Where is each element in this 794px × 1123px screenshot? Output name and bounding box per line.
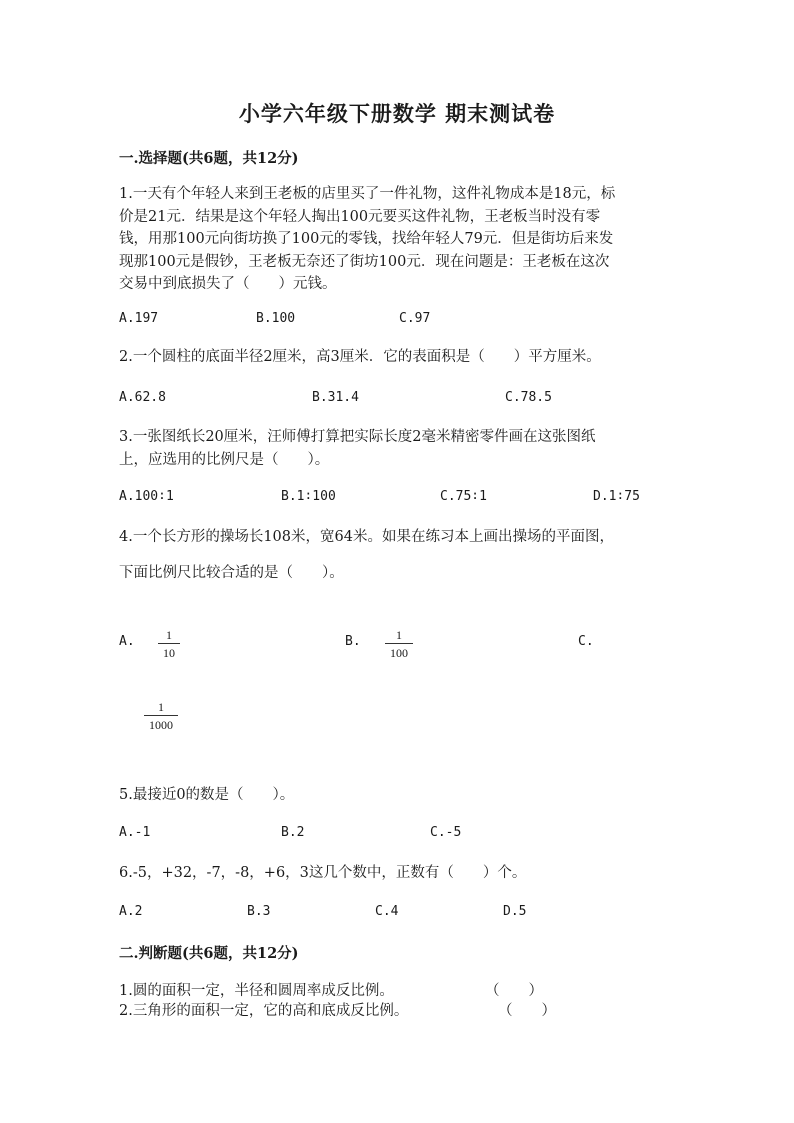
q3-option-d[interactable]: D.1∶75	[593, 489, 640, 504]
question-5: 5.最接近0的数是（ ）。	[119, 787, 295, 803]
fraction-numerator: 1	[396, 628, 402, 642]
q2-option-b[interactable]: B.31.4	[312, 390, 359, 405]
fraction-bar	[385, 643, 413, 644]
q4-option-c-fraction[interactable]	[144, 700, 178, 732]
fraction-denominator: 100	[390, 646, 408, 660]
q4-option-c-label[interactable]: C.	[578, 634, 594, 649]
section-heading-choice: 一.选择题(共6题，共12分)	[119, 150, 299, 167]
q1-option-c[interactable]: C.97	[399, 311, 431, 326]
question-1	[119, 183, 615, 296]
q5-option-c[interactable]: C.-5	[430, 825, 462, 840]
question-1-line-3: 钱，用那100元向街坊换了100元的零钱，找给年轻人79元．但是街坊后来发	[119, 231, 614, 247]
section-heading-judgement: 二.判断题(共6题，共12分)	[119, 945, 299, 962]
q2-option-a[interactable]: A.62.8	[119, 390, 166, 405]
question-1-line-5: 交易中到底损失了（ ）元钱。	[119, 276, 337, 292]
q6-option-b[interactable]: B.3	[247, 904, 271, 919]
q6-option-c[interactable]: C.4	[375, 904, 399, 919]
q6-option-d[interactable]: D.5	[503, 904, 527, 919]
fraction-numerator: 1	[166, 628, 172, 642]
question-3-line-2: 上，应选用的比例尺是（ ）。	[119, 451, 330, 468]
q3-option-a[interactable]: A.100∶1	[119, 489, 174, 504]
q4-option-a-fraction[interactable]	[158, 628, 180, 660]
page-title: 小学六年级下册数学 期末测试卷	[238, 101, 556, 126]
q4-option-a-label[interactable]: A.	[119, 634, 135, 649]
q3-option-c[interactable]: C.75∶1	[440, 489, 487, 504]
judgement-1-text: 1.圆的面积一定，半径和圆周率成反比例。	[119, 983, 394, 999]
question-4-line-1: 4.一个长方形的操场长108米，宽64米。如果在练习本上画出操场的平面图，	[119, 529, 614, 545]
q3-option-b[interactable]: B.1∶100	[281, 489, 336, 504]
question-3-line-1: 3.一张图纸长20厘米，汪师傅打算把实际长度2毫米精密零件画在这张图纸	[119, 429, 596, 445]
q5-option-b[interactable]: B.2	[281, 825, 305, 840]
q1-option-a[interactable]: A.197	[119, 311, 159, 326]
question-4-line-2: 下面比例尺比较合适的是（ ）。	[119, 565, 344, 581]
q6-option-a[interactable]: A.2	[119, 904, 143, 919]
question-6: 6.-5，+32，-7，-8，+6，3这几个数中，正数有（ ）个。	[119, 865, 527, 881]
q1-option-b[interactable]: B.100	[256, 311, 296, 326]
question-1-line-4: 现那100元是假钞，王老板无奈还了街坊100元．现在问题是：王老板在这次	[119, 253, 610, 270]
question-3	[119, 426, 596, 471]
judgement-2-text: 2.三角形的面积一定，它的高和底成反比例。	[119, 1003, 409, 1019]
q4-option-b-label[interactable]: B.	[345, 634, 361, 649]
fraction-denominator: 10	[163, 646, 175, 660]
judgement-2-answer-blank[interactable]: （ ）	[498, 1003, 556, 1019]
q4-option-b-fraction[interactable]	[385, 628, 413, 660]
judgement-1-answer-blank[interactable]: （ ）	[485, 983, 543, 999]
question-1-line-2: 价是21元．结果是这个年轻人掏出100元要买这件礼物，王老板当时没有零	[119, 208, 601, 225]
q5-option-a[interactable]: A.-1	[119, 825, 151, 840]
q2-option-c[interactable]: C.78.5	[505, 390, 552, 405]
question-2: 2.一个圆柱的底面半径2厘米，高3厘米．它的表面积是（ ）平方厘米。	[119, 349, 601, 365]
fraction-bar	[144, 715, 178, 716]
fraction-numerator: 1	[158, 700, 164, 714]
question-1-line-1: 1.一天有个年轻人来到王老板的店里买了一件礼物，这件礼物成本是18元，标	[119, 186, 616, 202]
fraction-denominator: 1000	[149, 718, 173, 732]
fraction-bar	[158, 643, 180, 644]
